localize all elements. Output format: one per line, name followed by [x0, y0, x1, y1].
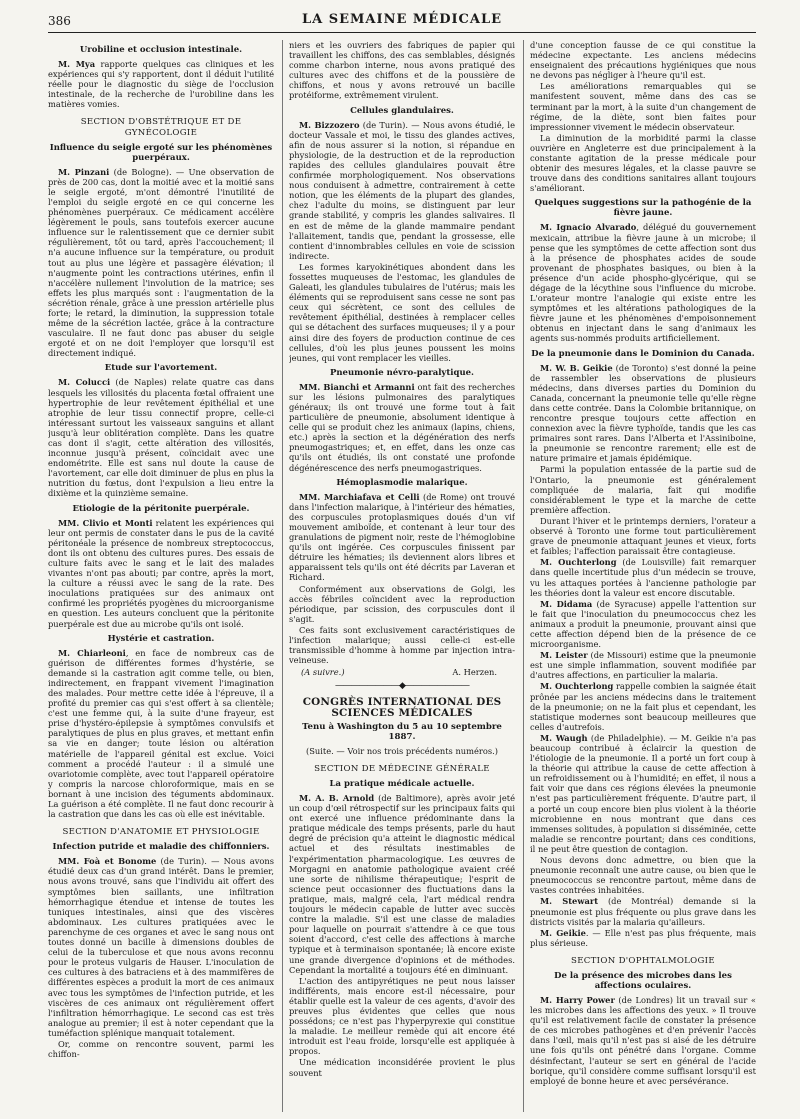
paragraph: [289, 625, 515, 665]
speaker-name: M. Ouchterlong: [540, 557, 617, 568]
paragraph-text: Nous devons donc admettre, ou bien que la pneumonie reconnaît une autre cause, ou bien que le pneumococcus se rencontre partout, même dans de vastes contrées inhabitées.: [530, 855, 756, 896]
paragraph: [530, 896, 756, 926]
article-heading: De la présence des microbes dans les affections oculaires.: [554, 970, 732, 991]
paragraph: [48, 59, 274, 109]
speaker-name: M. Harry Power: [540, 994, 615, 1005]
speaker-name: M. Geikie: [540, 927, 586, 938]
paragraph-text: Les améliorations remarquables qui se manifestent souvent, même dans des cas se terminant par la mort, à la suite d'un changement de régime, de la diète, sont bien faites pour impressionner vivement le médecin observateur.: [530, 81, 756, 132]
paragraph-text: (de Louisville) fait remarquer dans quelle incertitude plus d'un médecin se trouve, vu les attaques portées à l'ancienne pathologie par les théories dont la valeur est encore discutable.: [530, 557, 756, 598]
continuation-note: (Suite. — Voir nos trois précédents numéros.): [305, 745, 499, 756]
paragraph: [289, 584, 515, 624]
paragraph: [48, 856, 274, 1038]
speaker-name: M. W. B. Geikie: [540, 362, 613, 373]
paragraph: [289, 262, 515, 363]
paragraph-text: (de Baltimore), après avoir jeté un coup d'œil rétrospectif sur les principaux faits qui ont exercé une influence prédominante dans la pratique médicale des temps présents, parle du haut degré de précision qu'a atteint le diagnostic médical actuel et des résultats inestimables de l'expérimentation pharmacologique. Les œuvres de Morgagni en anatomie pathologique avaient créé une sorte de nihilisme thérapeutique; l'esprit de science peut occasionner des fluctuations dans la pratique, mais, malgré cela, l'art médical rendra toujours le médecin capable de lutter avec succès contre la maladie. S'il est une classe de maladies pour laquelle on pourrait s'attendre à ce que tous soient d'accord, c'est celle des affections à marche typique et à terminaison spontanée; là encore existe une grande divergence d'opinions et de méthodes. Cependant la mortalité a toujours été en diminuant.: [289, 793, 515, 975]
speaker-name: M. Ignacio Alvarado: [540, 222, 637, 233]
paragraph: [289, 793, 515, 975]
speaker-name: M. Waugh: [540, 732, 588, 743]
paragraph-text: rapporte quelques cas cliniques et les expériences qui s'y rapportent, dont il déduit l'utilité réelle pour le diagnostic du siège de l'occlusion intestinale, de la recherche de l'urobiline dans les matières vomies.: [48, 59, 274, 110]
paragraph-text: Conformément aux observations de Golgi, les accès fébriles coïncident avec la reproduction périodique, par scission, des corpuscules dont il s'agit.: [289, 583, 515, 624]
paragraph: [289, 1057, 515, 1077]
paragraph-text: (de Rome) ont trouvé dans l'infection malarique, à l'intérieur des hématies, des corpuscules protoplasmiques doués d'un vif mouvement amiboïde, et contenant à leur tour des granulations de pigment noir, reste de l'hémoglobine qu'ils ont ingérée. Ces corpuscules finissent par détruire les hématies; ils deviennent alors libres et apparaissent tels qu'ils ont été décrits par Laveran et Richard.: [289, 491, 515, 583]
paragraph: [289, 382, 515, 473]
author-signature: A. Herzen.: [452, 667, 497, 678]
paragraph: [48, 167, 274, 359]
page-header: [48, 10, 756, 33]
paragraph-text: (de Syracuse) appelle l'attention sur le fait que l'inoculation du pneumococcus chez les animaux a produit la pneumonie, prouvant ainsi que cette affection dépend bien de la présence de ce microorganisme.: [530, 598, 756, 650]
paragraph: [530, 557, 756, 597]
paragraph-text: ont fait des recherches sur les lésions pulmonaires des paralytiques généraux; ils ont trouvé une forme tout à fait particulière de pneumonie, absolument identique à celle qui se produit chez les animaux (lapins, chiens, etc.) après la section et la dégénération des nerfs pneumogastriques; et, en effet, dans les onze cas qu'ils ont étudiés, ils ont constaté une profonde dégénérescence des nerfs pneumogastriques.: [289, 381, 515, 473]
paragraph-text: (de Turin). — Nous avons étudié deux cas d'un grand intérêt. Dans le premier, nous avons trouvé, sans que l'individu ait offert des symptômes bien saillants, une infiltration hémorrhagique étendue et intense de toutes les tuniques intestinales, ainsi que des viscères abdominaux. Les cultures pratiquées avec le parenchyme de ces organes et avec le sang nous ont toutes donné un bacille à dimensions doubles de celui de la tuberculose et que nous avons reconnu pour le proteus vulgaris de Hauser. L'inoculation de ces cultures à des batraciens et à des mammifères de différentes espèces a produit la mort de ces animaux avec tous les symptômes de l'infection putride, et les viscères de ces animaux ont régulièrement offert l'infiltration hémorrhagique. Le second cas est très analogue au premier; il est à noter cependant que la tuméfaction splénique manquait totalement.: [48, 856, 274, 1038]
speaker-name: M. Didama: [540, 598, 593, 609]
speaker-name: M. Colucci: [58, 377, 111, 388]
speaker-name: MM. Clivio et Monti: [58, 517, 153, 528]
speaker-name: M. Mya: [58, 59, 96, 69]
paragraph-text: (de Toronto) s'est donné la peine de rassembler les observations de plusieurs médecins, dans diverses parties du Dominion du Canada, concernant la pneumonie telle qu'elle règne dans cette contrée. Dans la Colombie britannique, on rencontre presque toujours cette affection en connexion avec la fièvre typhoïde, tandis que les cas primaires sont rares. Dans l'Alberta et l'Assiniboine, la pneumonie se rencontre rarement; elle est de nature primaire et jamais épidémique.: [530, 362, 756, 464]
column-divider: [282, 40, 283, 1112]
paragraph: [530, 995, 756, 1086]
section-heading: SECTION D'OBSTÉTRIQUE ET DE GYNÉCOLOGIE: [80, 117, 242, 138]
paragraph: [530, 363, 756, 464]
speaker-name: M. A. B. Arnold: [299, 793, 375, 803]
article-columns: [48, 40, 756, 1112]
article-heading: Pneumonie névro-paralytique.: [329, 367, 475, 378]
article-heading: Influence du seigle ergoté sur les phénomènes puerpéraux.: [49, 142, 273, 163]
paragraph-text: La diminution de la morbidité parmi la classe ouvrière en Angleterre est due principalement à la constante agitation de la presse médicale pour obtenir des mesures légales, et la classe pauvre se trouve dans des conditions sanitaires allant toujours s'améliorant.: [530, 132, 756, 194]
paragraph: [530, 681, 756, 731]
paragraph-text: (de Naples) relate quatre cas dans lesquels les villosités du placenta fœtal offraient une hypertrophie de leur revêtement épithélial et une atrophie de leur tissu connectif propre, celle-ci intéressant surtout les vaisseaux sanguins et allant jusqu'à leur oblitération complète. Dans les quatre cas dont il s'agit, cette altération des villosités, inconnue jusqu'à présent, coïncidait avec une endométrite. Elle est sans nul doute la cause de l'avortement, car elle doit diminuer de plus en plus la nutrition du fœtus, dont l'expulsion a lieu entre la dixième et la quinzième semaine.: [48, 377, 274, 499]
paragraph-text: Or, comme on rencontre souvent, parmi les chiffon-: [48, 1038, 274, 1060]
paragraph-text: d'une conception fausse de ce qui constitue la médecine expectante. Les anciens médecins enseignaient des précautions hygiéniques que nous ne devons pas négliger à l'heure qu'il est.: [530, 40, 756, 81]
paragraph-text: (de Londres) lit un travail sur « les microbes dans les affections des yeux. » Il trouve qu'il est relativement facile de constater la présence de ces microbes pathogènes et d'en prévenir l'accès dans l'œil, mais qu'il n'est pas si aisé de les détruire une fois qu'ils ont pénétré dans l'organe. Comme désinfectant, l'auteur se sert en général de l'acide borique, qu'il considère comme suffisant lorsqu'il est employé de bonne heure et avec persévérance.: [530, 994, 756, 1086]
speaker-name: MM. Foà et Bonome: [58, 856, 157, 867]
paragraph-text: (de Missouri) estime que la pneumonie est une simple inflammation, souvent modifiée par d'autres affections, en particulier la malaria.: [530, 650, 756, 681]
paragraph: [289, 120, 515, 261]
section-heading: SECTION DE MÉDECINE GÉNÉRALE: [314, 763, 490, 774]
speaker-name: MM. Bianchi et Armanni: [299, 381, 415, 392]
section-heading: SECTION D'ANATOMIE ET PHYSIOLOGIE: [62, 827, 260, 838]
paragraph: [530, 650, 756, 680]
speaker-name: M. Ouchterlong: [540, 681, 614, 692]
paragraph-text: (de Turin). — Nous avons étudié, le docteur Vassale et moi, le tissu des glandes actives, afin de nous assurer si la notion, si répandue en physiologie, de la destruction et de la reproduction rapides des cellules glandulaires pouvait être confirmée morphologiquement. Nos observations nous conduisent à admettre, contrairement à cette notion, que les éléments de la plupart des glandes, chez l'adulte du moins, se distinguent par leur grande stabilité, y compris les glandes salivaires. Il en est de même de la glande mammaire pendant l'allaitement, tandis que, pendant la grossesse, elle contient d'innombrables cellules en voie de scission indirecte.: [289, 119, 515, 261]
page-number: 386: [48, 14, 71, 28]
paragraph: [530, 81, 756, 131]
paragraph-text: (de Bologne). — Une observation de près de 200 cas, dont la moitié avec et la moitié sans le seigle ergoté, m'ont démontré l'inutilité de l'emploi du seigle ergoté en ce qui concerne les phénomènes puerpéraux. Ce médicament accélère légèrement le pouls, sans toutefois exercer aucune influence sur le ralentissement que ce dernier subit régulièrement, tôt ou tard, après l'accouchement; il n'a aucune influence sur la température, ou produit tout au plus une légère et passagère élévation; il n'augmente point les contractions utérines, enfin il n'accélère nullement l'involution de la matrice; ses effets les plus marqués sont : l'augmentation de la sécrétion rénale, grâce à une pression artérielle plus forte; le retard, la diminution, la suppression totale même de la sécrétion lactée, grâce à la contracture vasculaire. Il ne faut donc pas abuser du seigle ergoté et on ne doit l'employer que lorsqu'il est directement indiqué.: [48, 166, 274, 359]
paragraph: [530, 928, 756, 948]
paragraph: [530, 733, 756, 854]
paragraph: [48, 1039, 274, 1059]
paragraph: [530, 133, 756, 194]
paragraph-text: . — Elle n'est pas plus fréquente, mais plus sérieuse.: [530, 927, 756, 948]
paragraph: [48, 518, 274, 629]
paragraph-text: rappelle combien la saignée était prônée par les anciens médecins dans le traitement de la pneumonie; on ne la fait plus et cependant, les statistique modernes sont beaucoup meilleures que celles d'autrefois.: [530, 681, 756, 732]
separator-ornament: ————————◆————————: [335, 681, 469, 692]
article-heading: Cellules glandulaires.: [350, 105, 454, 116]
article-heading: De la pneumonie dans le Dominion du Canada.: [531, 348, 755, 359]
speaker-name: MM. Marchiafava et Celli: [299, 491, 420, 502]
paragraph: [48, 377, 274, 498]
paragraph-text: (de Philadelphie). — M. Geikie n'a pas beaucoup contribué à éclaircir la question de l'étiologie de la pneumonie. Il a porté un fort coup à la théorie qui attribue la cause de cette affection à un refroidissement ou à l'humidité; en effet, il nous a fait voir que dans ces régions élevées la pneumonie n'est pas particulièrement fréquente. D'autre part, il a porté un coup encore bien plus violent à la théorie microbienne en nous montrant que dans ces immenses solitudes, à population si disséminée, cette maladie se rencontre pourtant; dans ces conditions, il ne peut être question de contagion.: [530, 732, 756, 854]
speaker-name: M. Pinzani: [58, 166, 110, 177]
speaker-name: M. Chiarleoni: [58, 647, 126, 658]
congress-title: CONGRÈS INTERNATIONAL DES SCIENCES MÉDICALES: [302, 696, 502, 719]
article-heading: Quelques suggestions sur la pathogénie de la fièvre jaune.: [534, 198, 752, 219]
article-heading: Infection putride et maladie des chiffonniers.: [52, 842, 270, 853]
paragraph-text: , en face de nombreux cas de guérison de différentes formes d'hystérie, se demande si la castration agit comme telle, ou bien, indirectement, en frappant vivement l'imagination des malades. Pour mettre cette idée à l'épreuve, il a profité du premier cas qui s'est offert à sa clientèle; c'est une femme qui, à la suite d'une frayeur, est prise d'hystéro-épilepsie à symptômes convulsifs et paralytiques de plus en plus graves, et mettant enfin sa vie en danger; toute lésion ou altération matérielle de l'appareil génital est exclue. Voici comment a procédé l'auteur : il a simulé une ovariotomie complète, avec tout l'appareil opératoire y compris la narcose chloroformique, mais en se bornant à une incision des téguments abdominaux. La guérison a été complète. Il ne faut donc recourir à la castration que dans les cas où elle est inévitable.: [48, 647, 274, 820]
paragraph-text: , délégué du gouvernement mexicain, attribue la fièvre jaune à un microbe; il pense que les symptômes de cette affection sont dus à la présence de phosphates acides de soude provenant de phosphates basiques, ou bien à la présence d'un acide phospho-glycérique, qui se dégage de la lécythine sous l'influence du microbe. L'orateur montre l'analogie qui existe entre les symptômes et les altérations pathologiques de la fièvre jaune et les phénomènes d'empoisonnement obtenus en injectant dans le sang d'animaux les agents sus-nommés produits artificiellement.: [530, 222, 756, 344]
article-heading: La pratique médicale actuelle.: [329, 779, 475, 789]
paragraph: [530, 222, 756, 343]
paragraph-text: Parmi la population entassée de la partie sud de l'Ontario, la pneumonie est généralement compliquée de malaria, fait qui modifie considérablement le type et la marche de cette première affection.: [530, 464, 756, 515]
paragraph-text: Les formes karyokinétiques abondent dans les fossettes muqueuses de l'estomac, les glandules de Galeati, les glandules tubulaires de l'utérus; mais les éléments qui se reproduisent sans cesse ne sont pas ceux qui sécrètent, ce sont des cellules de revêtement épithélial, destinées à remplacer celles qui se détachent des surfaces muqueuses; il y a pour ainsi dire des foyers de production continue de ces cellules, d'où les plus jeunes poussent les moins jeunes, qui vont remplacer les vieilles.: [289, 261, 515, 363]
journal-title: LA SEMAINE MÉDICALE: [301, 12, 503, 27]
paragraph-text: niers et les ouvriers des fabriques de papier qui travaillent les chiffons, des cas semblables, désignés comme charbon interne, nous avons pratiqué des cultures avec des chiffons et de la poussière de chiffons, et nous y avons retrouvé un bacille protéiforme, extrêmement virulent.: [289, 40, 515, 101]
speaker-name: M. Stewart: [540, 896, 599, 907]
article-heading: Etude sur l'avortement.: [104, 363, 218, 374]
column-middle: [289, 40, 515, 1112]
article-heading: Hystérie et castration.: [107, 633, 215, 644]
paragraph-text: Durant l'hiver et le printemps derniers, l'orateur a observé à Toronto une forme tout particulièrement grave de pneumonie attaquant jeunes et vieux, forts et faibles; l'affection paraissait être contagieuse.: [530, 515, 756, 557]
paragraph: [530, 855, 756, 895]
speaker-name: M. Bizzozero: [299, 119, 360, 130]
paragraph-text: Une médication inconsidérée provient le plus souvent: [289, 1057, 515, 1078]
paragraph: [530, 599, 756, 649]
article-heading: Etiologie de la péritonite puerpérale.: [72, 503, 250, 514]
paragraph: [289, 40, 515, 101]
speaker-name: M. Leister: [540, 650, 588, 661]
paragraph-text: L'action des antipyrétiques ne peut nous laisser indifférents, mais encore est-il nécessaire, pour établir quelle est la valeur de ces agents, d'avoir des preuves plus évidentes que celles que nous possédons; ce n'est pas l'hyperpyrexie qui constitue la maladie. Le meilleur remède qui ait encore été introduit est l'eau froide, lorsqu'elle est appliquée à propos.: [289, 975, 515, 1057]
paragraph: [48, 648, 274, 820]
paragraph-text: relatent les expériences qui leur ont permis de constater dans le pus de la cavité péritonéale la présence de nombreux streptococcus, dont ils ont obtenu des cultures pures. Des essais de culture faits avec le sang et le lait des malades vivantes n'ont pas abouti; par contre, après la mort, la culture a réussi avec le sang de la rate. Des inoculations pratiquées sur des animaux ont confirmé les propriétés pyogènes du microorganisme en question. Les auteurs concluent que la péritonite puerpérale est due au microbe qu'ils ont isolé.: [48, 517, 274, 629]
paragraph-text: (de Montréal) demande si la pneumonie est plus fréquente ou plus grave dans les districts visités par la malaria qu'ailleurs.: [530, 896, 756, 927]
paragraph: [530, 516, 756, 556]
paragraph: [289, 976, 515, 1057]
column-right: [530, 40, 756, 1112]
congress-subtitle: Tenu à Washington du 5 au 10 septembre 1887.: [302, 721, 502, 742]
signature-line: [289, 666, 515, 677]
paragraph: [530, 40, 756, 80]
section-heading: SECTION D'OPHTALMOLOGIE: [571, 955, 715, 966]
column-left: [48, 40, 274, 1112]
paragraph: [530, 464, 756, 514]
paragraph-text: Ces faits sont exclusivement caractéristiques de l'infection malarique; aussi celle-ci est-elle transmissible d'homme à homme par injection intra-veineuse.: [289, 624, 515, 666]
column-divider: [523, 40, 524, 1112]
to-be-continued: (A suivre.): [301, 667, 345, 678]
paragraph: [289, 492, 515, 583]
article-heading: Urobiline et occlusion intestinale.: [79, 45, 243, 55]
article-heading: Hémoplasmodie malarique.: [336, 477, 468, 488]
